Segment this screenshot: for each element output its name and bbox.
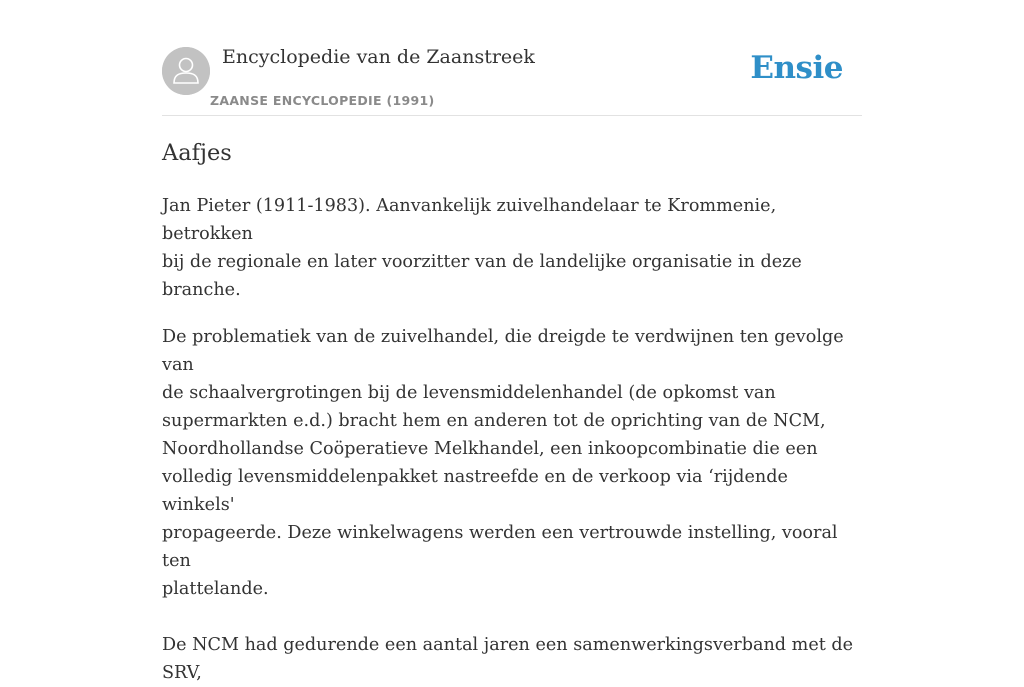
brand-logo[interactable]: Ensie bbox=[750, 50, 843, 86]
article-body bbox=[162, 192, 862, 687]
article-paragraph: De NCM had gedurende een aantal jaren een samenwerkingsverband met de SRV, bbox=[162, 635, 854, 683]
article-paragraph: De problematiek van de zuivelhandel, die dreigde te verdwijnen ten gevolge van de schaalvergrotingen bij de levensmiddelenhandel (de opkomst van supermarkten e.d.) bracht hem en anderen tot de oprichting van de NCM, Noordhollandse Coöperatieve Melkhandel, een inkoopcombinatie die een volledig levensmiddelenpakket nastreefde en de verkoop via ‘rijdende winkels' propageerde. Deze winkelwagens werden een vertrouwde instelling, vooral ten plattelande. bbox=[162, 327, 844, 599]
article-paragraph: Jan Pieter (1911-1983). Aanvankelijk zuivelhandelaar te Krommenie, betrokken bij de regionale en later voorzitter van de landelijke organisatie in deze branche. bbox=[162, 196, 802, 300]
page-container bbox=[162, 0, 862, 683]
user-avatar-icon bbox=[162, 47, 210, 95]
source-header bbox=[162, 0, 862, 116]
source-title[interactable]: Encyclopedie van de Zaanstreek bbox=[222, 46, 535, 68]
source-subtitle: ZAANSE ENCYCLOPEDIE (1991) bbox=[210, 93, 435, 108]
article-title: Aafjes bbox=[162, 140, 232, 166]
